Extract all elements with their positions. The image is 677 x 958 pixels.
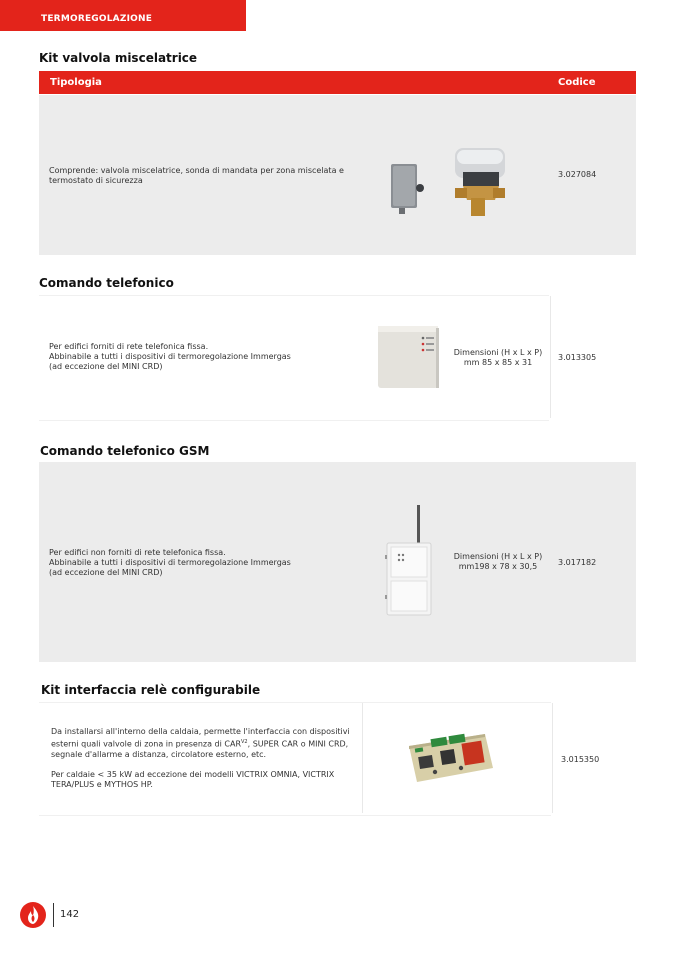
mixing-valve-kit-image	[385, 142, 515, 222]
section-header-label: TERMOREGOLAZIONE	[41, 14, 153, 24]
description-line: Per edifici non forniti di rete telefonica fissa.	[49, 548, 226, 557]
dimensions-block	[452, 552, 544, 572]
section-title-kit-valvola: Kit valvola miscelatrice	[39, 51, 198, 65]
product-description	[49, 342, 349, 372]
dimensions-value: mm198 x 78 x 30,5	[458, 562, 538, 571]
dimensions-value: mm 85 x 85 x 31	[463, 358, 533, 367]
valve-actuator-image	[455, 148, 505, 216]
description-line: Abbinabile a tutti i dispositivi di termoregolazione Immergas	[49, 352, 291, 361]
table-header-codice: Codice	[558, 77, 596, 88]
safety-thermostat-image	[391, 164, 424, 214]
description-paragraph-1: Da installarsi all'interno della caldaia, permette l'interfaccia con dispositivi esterni quali valvole di zona in presenza di $CAR^{V2}$, SUPER CAR o MINI CRD, segnale d'allarme a distanza, circolatore esterno, etc.	[51, 727, 350, 759]
description-paragraph-2: Per caldaie < 35 kW ad eccezione dei modelli VICTRIX OMNIA, VICTRIX TERA/PLUS e MYTHOS HP.	[51, 769, 335, 789]
description-line: (ad eccezione del MINI CRD)	[49, 568, 163, 577]
product-description: Comprende: valvola miscelatrice, sonda di mandata per zona miscelata e termostato di sicurezza	[49, 166, 344, 185]
product-description	[49, 548, 349, 578]
product-code: 3.027084	[558, 170, 597, 179]
telephone-controller-image	[375, 320, 443, 392]
section-title-comando-telefonico-gsm: Comando telefonico GSM	[40, 444, 210, 458]
column-divider	[550, 296, 551, 418]
dimensions-label: Dimensioni (H x L x P)	[453, 348, 543, 357]
dimensions-block	[452, 348, 544, 368]
gsm-controller-image	[383, 505, 435, 620]
description-line: (ad eccezione del MINI CRD)	[49, 362, 163, 371]
dimensions-label: Dimensioni (H x L x P)	[453, 552, 543, 561]
description-line: Per edifici forniti di rete telefonica fissa.	[49, 342, 209, 351]
table-header	[39, 71, 636, 94]
section-title-kit-interfaccia-rele: Kit interfaccia relè configurabile	[41, 683, 261, 697]
product-code: 3.013305	[558, 353, 597, 362]
description-line: Abbinabile a tutti i dispositivi di termoregolazione Immergas	[49, 558, 291, 567]
column-divider	[362, 703, 363, 813]
product-code: 3.017182	[558, 558, 597, 567]
table-header-tipologia: Tipologia	[50, 77, 102, 88]
brand-flame-logo-icon	[19, 901, 47, 929]
column-divider	[552, 703, 553, 813]
section-header-band	[0, 0, 246, 31]
product-code: 3.015350	[561, 755, 600, 764]
section-title-comando-telefonico: Comando telefonico	[39, 276, 174, 290]
footer-divider	[53, 903, 54, 927]
page-number: 142	[60, 909, 80, 920]
relay-interface-board-image	[405, 728, 497, 786]
product-description	[51, 727, 357, 790]
